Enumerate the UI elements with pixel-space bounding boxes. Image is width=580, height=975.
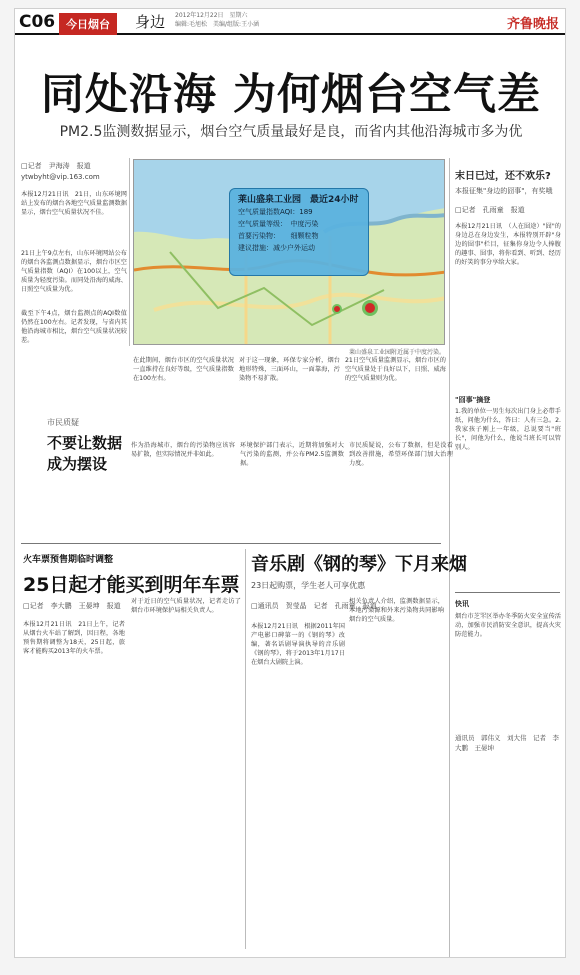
date-line: 2012年12月22日 星期六: [175, 12, 248, 19]
train-body: 本报12月21日讯 21日上午，记者从烟台火车站了解到，因日程，各地预售期将调整为18天，25日起，旅客才能购买2013年的火车票。: [23, 621, 125, 655]
lead-continuation-2: 对于这一现象，环保专家分析，烟台地形特殊，三面环山，一面靠海，污染物不易扩散。: [239, 357, 340, 382]
location-pin-icon: [332, 304, 342, 314]
train-byline: □记者 李大鹏 王晏坤 报道: [23, 602, 121, 610]
music-byline: □通讯员 贺莹晶 记者 孔雨童 报道: [251, 602, 377, 610]
train-headline: 25日起才能买到明年车票: [23, 574, 240, 596]
music-body-continued: 相关负责人介绍，监测数据显示，本地污染源和外来污染物共同影响烟台的空气质量。: [349, 598, 444, 623]
sidebar-title: 末日已过，还不欢乐?: [455, 171, 551, 182]
train-kicker: 火车票预售期临时调整: [23, 555, 114, 565]
lead-continuation-3: 21日空气质量监测显示，烟台市区的空气质量处于良好以下，日照、威海的空气质量则为优。: [345, 357, 446, 382]
staff-line: 编辑:毛旭松 美编/组版:王小涵: [175, 21, 260, 28]
pull-quote-text: 不要让数据成为摆设: [47, 434, 123, 473]
lead-paragraph-2: 21日上午9点左右，山东环境网站公布的烟台各监测点数据显示，烟台市区空气质量指数（AQI）在100以上，空气质量为轻度污染。而同处沿海的威海、日照空气质量为优。: [21, 250, 127, 293]
section-tag: 今日烟台: [59, 13, 117, 35]
sidebar-subtitle: 本报征集"身边的囧事"，有奖哦: [455, 187, 553, 195]
aqi-popup: [229, 188, 369, 276]
paper-logo: 齐鲁晚报: [506, 17, 559, 32]
quote-side-text-2: 环境保护部门表示，近期将加强对大气污染的监测，并公布PM2.5监测数据。: [240, 442, 344, 467]
sidebar-separator: [455, 592, 560, 593]
section-name: 身边: [135, 13, 166, 31]
music-headline: 音乐剧《钢的琴》下月来烟: [251, 554, 467, 575]
aqi-popup-line: 空气质量指数AQI：189: [238, 208, 313, 216]
sidebar-section-body: 1.我的单位一男生每次出门身上必带手纸，问他为什么，答曰：人有三急。2.我家孩子刚上一年级，总说要当"班长"，问他为什么，他说当班长可以管别人。: [455, 408, 561, 451]
aqi-popup-line: 建议措施：减少户外运动: [238, 244, 315, 252]
lead-paragraph-3: 截至下午4点，烟台监测点的AQI数值仍然在100左右。记者发现，与省内其他沿海城市相比，烟台空气质量状况较差。: [21, 310, 127, 344]
sidebar-credits: 通讯员 郭伟义 刘大伟 记者 李大鹏 王晏坤: [455, 734, 559, 752]
aqi-popup-line: 空气质量等级： 中度污染: [238, 220, 319, 228]
sidebar-section-title: "囧事"摘登: [455, 396, 491, 404]
newspaper-page: [14, 8, 566, 958]
pull-quote-label: 市民质疑: [47, 418, 79, 427]
pull-quote: [23, 401, 126, 489]
lead-paragraph-1: 本报12月21日讯 21日，山东环境网站上发布的烟台各地空气质量监测数据显示，烟台空气质量状况不佳。: [21, 191, 127, 216]
location-pin-icon: [362, 300, 378, 316]
column-divider: [129, 158, 130, 346]
quote-side-text-3: 市民质疑说，公布了数据，但是没看到改善措施，希望环保部门加大治理力度。: [349, 442, 453, 467]
sidebar-body: 本报12月21日讯 （人在囧途）"囧"的身边总在身边发生，本报特别开辟"身边的囧事"栏目，征集你身边令人捧腹的趣事、囧事，将你看到、听到、经历的好笑的事分享给大家。: [455, 223, 561, 266]
story-separator: [21, 543, 441, 544]
lead-byline: □记者 尹海涛 报道: [21, 162, 91, 170]
lead-continuation-1: 在此期间，烟台市区的空气质量状况一直维持在良好等级，空气质量指数在100左右。: [133, 357, 234, 382]
aqi-popup-title: 莱山盛泉工业园 最近24小时: [238, 195, 359, 205]
page-header: [15, 9, 566, 35]
music-subtitle: 23日起购票，学生老人可享优惠: [251, 581, 366, 590]
column-divider: [245, 549, 246, 949]
sidebar-byline: □记者 孔雨童 报道: [455, 206, 525, 214]
lead-headline: 同处沿海 为何烟台空气差: [41, 70, 541, 120]
quote-side-text-1: 作为沿海城市，烟台的污染物应该容易扩散，但实际情况并非如此。: [131, 442, 235, 458]
page-code: C06: [19, 12, 56, 32]
map-figure: [133, 159, 445, 345]
train-body-continued: 对于近日的空气质量状况，记者走访了烟台市环境保护局相关负责人。: [131, 598, 241, 614]
map-caption: 莱山盛泉工业园附近属于中度污染。: [348, 349, 445, 356]
music-body: 本报12月21日讯 根据2011年国产电影口碑第一的《钢的琴》改编，著名话剧导演执导的音乐剧《钢的琴》，将于2013年1月17日在烟台大剧院上演。: [251, 623, 345, 666]
sidebar-brief-title: 快讯: [455, 600, 469, 608]
aqi-popup-line: 首要污染物： 细颗粒物: [238, 232, 319, 240]
lead-email: ytwbyht@vip.163.com: [21, 173, 100, 181]
sidebar-brief-body: 烟台市芝罘区举办冬季防火安全宣传活动，加强市民消防安全意识，提高火灾防范能力。: [455, 613, 561, 638]
lead-subheadline: PM2.5监测数据显示，烟台空气质量最好是良，而省内其他沿海城市多为优: [59, 124, 523, 140]
